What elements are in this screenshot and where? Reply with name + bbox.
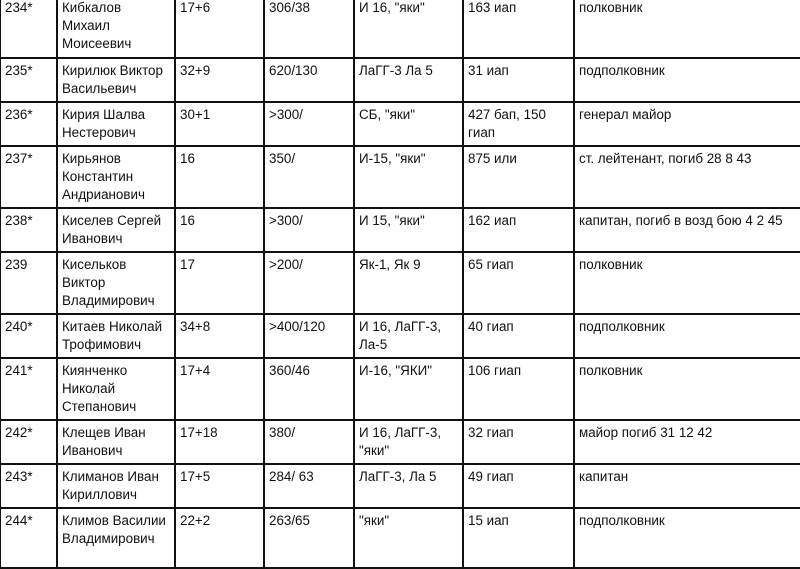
table-row <box>0 508 800 568</box>
row-number: 238* <box>0 208 57 252</box>
table-row <box>0 358 800 420</box>
sorties-combats: 360/46 <box>264 358 354 420</box>
aircraft-types: СБ, "яки" <box>354 102 463 146</box>
rank-fate: подполковник <box>574 314 800 358</box>
victories: 16 <box>175 146 264 208</box>
victories: 17+6 <box>175 0 264 58</box>
row-number: 235* <box>0 58 57 102</box>
table-row <box>0 314 800 358</box>
table-row <box>0 208 800 252</box>
aircraft-types: И 16, ЛаГГ-3, "яки" <box>354 420 463 464</box>
pilot-name: Климов Василии Владимирович <box>57 508 175 568</box>
row-number: 234* <box>0 0 57 58</box>
unit: 15 иап <box>463 508 574 568</box>
pilot-name: Китаев Николай Трофимович <box>57 314 175 358</box>
sorties-combats: 263/65 <box>264 508 354 568</box>
unit: 65 гиап <box>463 252 574 314</box>
unit: 163 иап <box>463 0 574 58</box>
row-number: 239 <box>0 252 57 314</box>
pilot-name: Киянченко Николай Степанович <box>57 358 175 420</box>
row-number: 237* <box>0 146 57 208</box>
sorties-combats: 350/ <box>264 146 354 208</box>
pilot-name: Кибкалов Михаил Моисеевич <box>57 0 175 58</box>
victories: 16 <box>175 208 264 252</box>
victories: 34+8 <box>175 314 264 358</box>
victories: 17+4 <box>175 358 264 420</box>
table-row <box>0 464 800 508</box>
victories: 22+2 <box>175 508 264 568</box>
sorties-combats: >400/120 <box>264 314 354 358</box>
victories: 32+9 <box>175 58 264 102</box>
pilot-name: Киселев Сергей Иванович <box>57 208 175 252</box>
unit: 49 гиап <box>463 464 574 508</box>
row-number: 242* <box>0 420 57 464</box>
aircraft-types: Як-1, Як 9 <box>354 252 463 314</box>
row-number: 241* <box>0 358 57 420</box>
pilot-name: Климанов Иван Кириллович <box>57 464 175 508</box>
unit: 40 гиап <box>463 314 574 358</box>
sorties-combats: >200/ <box>264 252 354 314</box>
sorties-combats: 620/130 <box>264 58 354 102</box>
table-row <box>0 0 800 58</box>
table-row <box>0 58 800 102</box>
aircraft-types: И-16, "ЯКИ" <box>354 358 463 420</box>
pilot-name: Кисельков Виктор Владимирович <box>57 252 175 314</box>
unit: 875 или <box>463 146 574 208</box>
unit: 106 гиап <box>463 358 574 420</box>
pilot-name: Кирилюк Виктор Васильевич <box>57 58 175 102</box>
aircraft-types: И 16, ЛаГГ-3, Ла-5 <box>354 314 463 358</box>
victories: 17+18 <box>175 420 264 464</box>
rank-fate: подполковник <box>574 58 800 102</box>
aircraft-types: И-15, "яки" <box>354 146 463 208</box>
unit: 162 иап <box>463 208 574 252</box>
row-number: 236* <box>0 102 57 146</box>
unit: 32 гиап <box>463 420 574 464</box>
table-row <box>0 252 800 314</box>
victories: 17+5 <box>175 464 264 508</box>
sorties-combats: 380/ <box>264 420 354 464</box>
rank-fate: подполковник <box>574 508 800 568</box>
rank-fate: капитан, погиб в возд бою 4 2 45 <box>574 208 800 252</box>
victories: 30+1 <box>175 102 264 146</box>
aircraft-types: И 15, "яки" <box>354 208 463 252</box>
rank-fate: полковник <box>574 0 800 58</box>
sorties-combats: 306/38 <box>264 0 354 58</box>
rank-fate: полковник <box>574 252 800 314</box>
table-row <box>0 102 800 146</box>
rank-fate: генерал майор <box>574 102 800 146</box>
rank-fate: капитан <box>574 464 800 508</box>
aircraft-types: И 16, "яки" <box>354 0 463 58</box>
rank-fate: ст. лейтенант, погиб 28 8 43 <box>574 146 800 208</box>
aircraft-types: "яки" <box>354 508 463 568</box>
row-number: 244* <box>0 508 57 568</box>
pilot-name: Кирия Шалва Нестерович <box>57 102 175 146</box>
pilot-name: Клещев Иван Иванович <box>57 420 175 464</box>
row-number: 243* <box>0 464 57 508</box>
table-row <box>0 420 800 464</box>
rank-fate: полковник <box>574 358 800 420</box>
sorties-combats: 284/ 63 <box>264 464 354 508</box>
aircraft-types: ЛаГГ-3 Ла 5 <box>354 58 463 102</box>
unit: 31 иап <box>463 58 574 102</box>
pilot-name: Кирьянов Константин Андрианович <box>57 146 175 208</box>
sorties-combats: >300/ <box>264 102 354 146</box>
row-number: 240* <box>0 314 57 358</box>
sorties-combats: >300/ <box>264 208 354 252</box>
aircraft-types: ЛаГГ-3, Ла 5 <box>354 464 463 508</box>
table-row <box>0 146 800 208</box>
rank-fate: майор погиб 31 12 42 <box>574 420 800 464</box>
victories: 17 <box>175 252 264 314</box>
unit: 427 бап, 150 гиап <box>463 102 574 146</box>
